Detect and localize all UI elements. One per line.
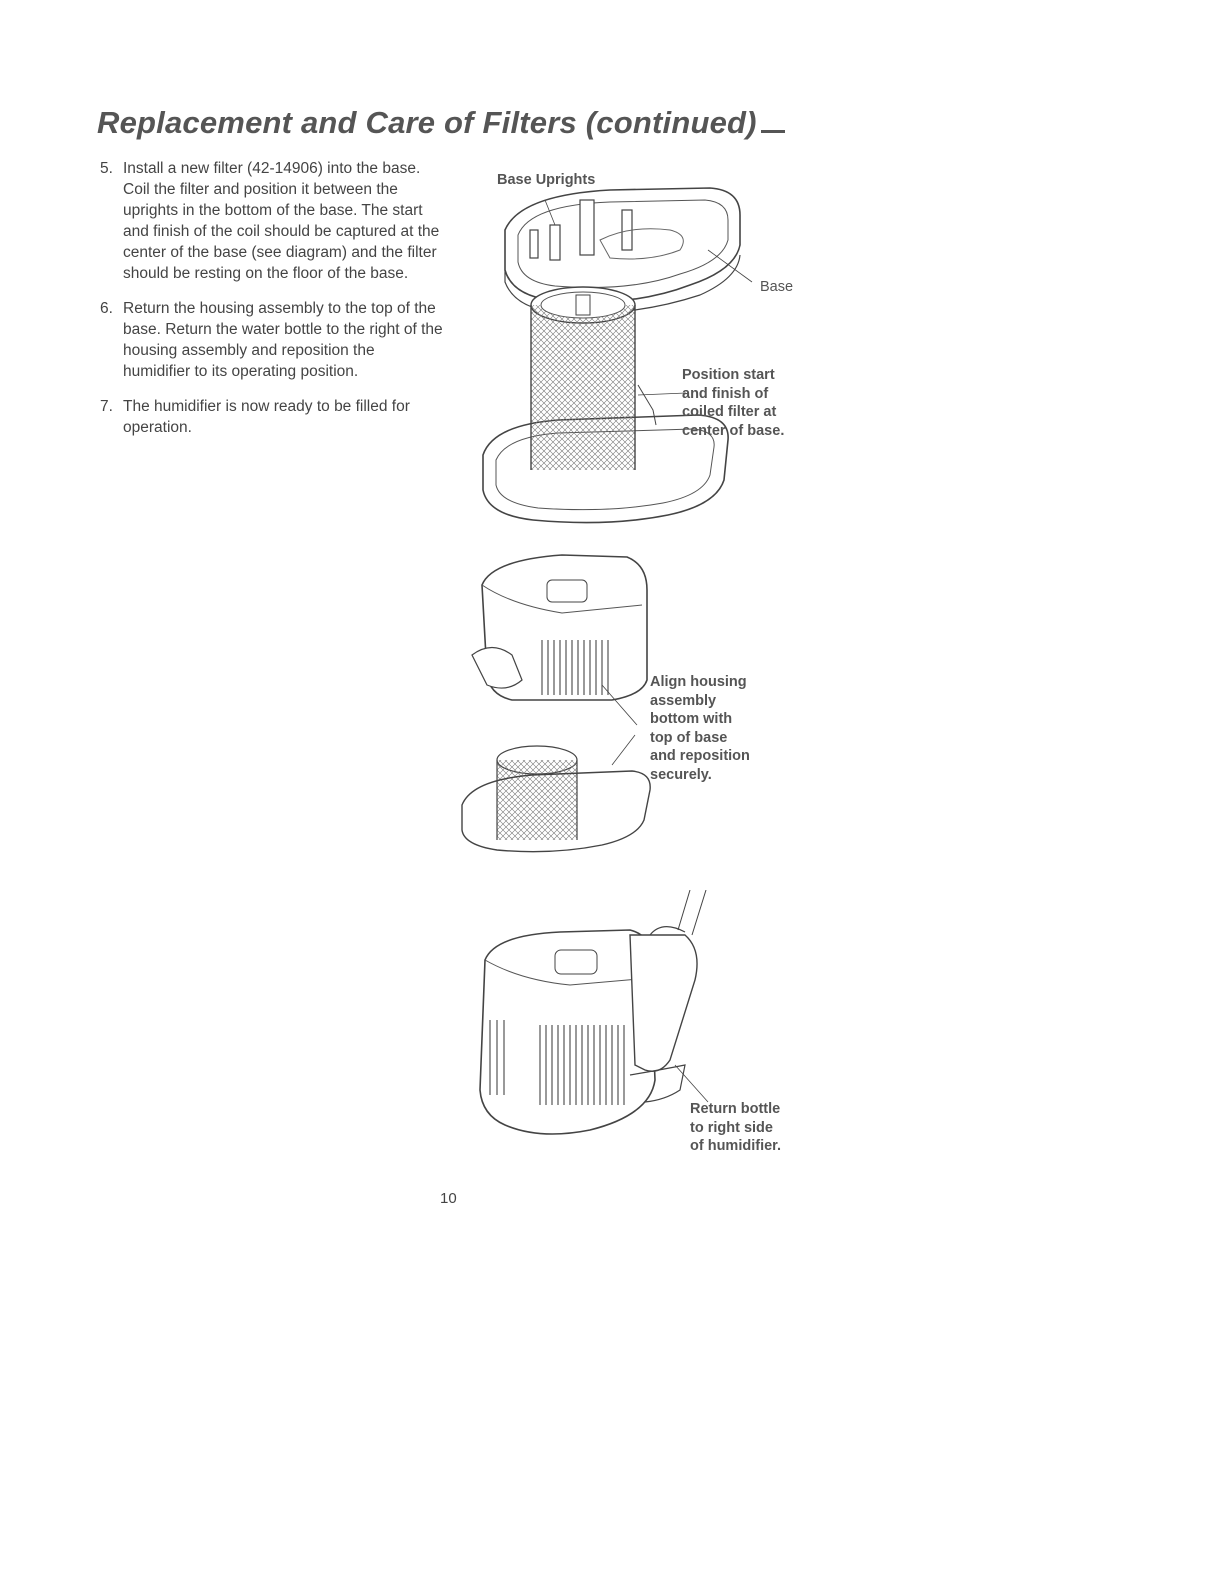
label-line: of humidifier. xyxy=(690,1138,782,1154)
title-rule xyxy=(761,130,785,133)
label-line: Return bottle xyxy=(690,1101,781,1117)
label-line: Position start xyxy=(682,367,775,383)
label-line: securely. xyxy=(650,766,712,783)
step-text: The humidifier is now ready to be filled for operation. xyxy=(123,398,410,436)
page-title-text: Replacement and Care of Filters (continued) xyxy=(97,105,757,140)
step-5 xyxy=(100,158,445,284)
step-number: 5. xyxy=(100,160,113,177)
label-line: coiled filter at xyxy=(682,404,777,420)
label-line: top of base xyxy=(650,729,728,746)
step-7 xyxy=(100,396,445,438)
instruction-steps xyxy=(100,158,445,452)
step-6 xyxy=(100,298,445,382)
step-text: Install a new filter (42-14906) into the base. Coil the filter and position it between the uprights in the bottom of the base. The start and finish of the coil should be captured at the center of the base (see diagram) and the filter should be resting on the floor of the base. xyxy=(123,160,440,282)
page-title xyxy=(97,105,785,141)
align-housing-illustration xyxy=(452,545,662,890)
label-return-bottle xyxy=(690,1100,781,1156)
label-line: bottom with xyxy=(650,711,733,727)
label-base: Base xyxy=(760,279,794,295)
page-number: 10 xyxy=(440,1190,457,1207)
label-position-start xyxy=(682,366,784,440)
step-number: 6. xyxy=(100,300,113,317)
step-text: Return the housing assembly to the top of the base. Return the water bottle to the right of the housing assembly and reposition the humidifier to its operating position. xyxy=(123,300,443,380)
label-line: to right side xyxy=(690,1119,773,1136)
step-number: 7. xyxy=(100,398,113,415)
label-line: center of base. xyxy=(682,422,785,439)
label-line: assembly xyxy=(650,692,717,709)
label-base-uprights: Base Uprights xyxy=(497,172,596,188)
label-align-housing xyxy=(650,673,750,784)
label-line: Align housing xyxy=(650,674,747,690)
label-line: and reposition xyxy=(650,748,750,764)
label-line: and finish of xyxy=(682,385,769,402)
